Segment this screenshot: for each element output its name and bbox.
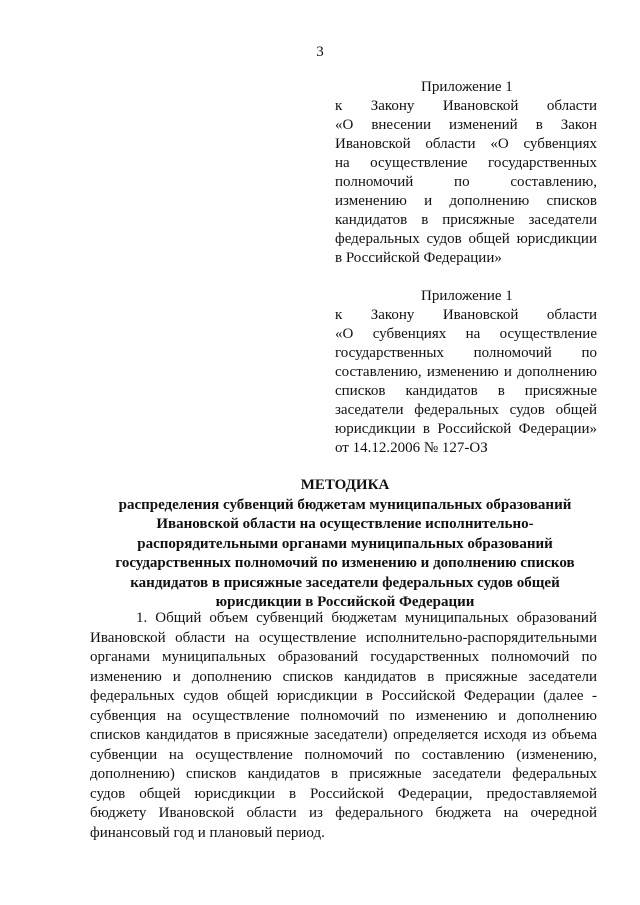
paragraph-line: 1. Общий объем субвенций бюджетам муниципальных образований	[136, 610, 597, 626]
appendix-line: кандидатов в присяжные заседатели	[335, 212, 597, 228]
appendix-line: к Закону Ивановской области	[335, 307, 597, 323]
subtitle-line: распорядительными органами муниципальных образований	[137, 535, 553, 552]
subtitle-line: государственных полномочий по изменению и дополнению списков	[115, 555, 575, 571]
paragraph-1	[90, 609, 597, 843]
appendix-title: Приложение 1	[421, 79, 513, 95]
appendix-line: списков кандидатов в присяжные	[335, 383, 597, 399]
paragraph-line: финансовый год и плановый период.	[90, 824, 325, 841]
appendix-line: составлению, изменению и дополнению	[335, 364, 597, 380]
appendix-line: в Российской Федерации»	[335, 250, 502, 266]
document-title: МЕТОДИКА	[300, 477, 390, 493]
paragraph-line: субвенция на осуществление полномочий по изменению и дополнению	[90, 707, 597, 724]
page-number: 3	[316, 44, 324, 60]
subtitle-line: Ивановской области на осуществление исполнительно-	[156, 516, 534, 532]
paragraph-line: списков кандидатов в присяжные заседатели) определяется исходя из объема	[90, 727, 597, 743]
paragraph-line: органами муниципальных образований государственных полномочий по	[90, 649, 597, 665]
appendix-line: от 14.12.2006 № 127-ОЗ	[335, 440, 488, 456]
appendix-line: «О внесении изменений в Закон	[335, 117, 597, 133]
appendix-line: юрисдикции в Российской Федерации»	[335, 421, 597, 437]
paragraph-line: федеральных судов общей юрисдикции в Российской Федерации (далее -	[90, 688, 597, 704]
appendix-line: федеральных судов общей юрисдикции	[335, 231, 597, 247]
appendix-block-original	[335, 287, 597, 458]
appendix-line: изменению и дополнению списков	[335, 193, 597, 209]
appendix-line: Ивановской области «О субвенциях	[335, 136, 597, 152]
subtitle-line: кандидатов в присяжные заседатели федеральных судов общей	[130, 574, 560, 591]
appendix-line: заседатели федеральных судов общей	[335, 402, 597, 418]
paragraph-line: судов общей юрисдикции в Российской Федерации, предоставляемой	[90, 785, 597, 802]
subtitle-line: распределения субвенций бюджетам муниципальных образований	[118, 496, 572, 513]
paragraph-line: изменению и дополнению списков кандидатов в присяжные заседатели	[90, 668, 597, 685]
paragraph-line: субвенции на осуществление полномочий по составлению (изменению,	[90, 746, 597, 763]
subtitle-line: юрисдикции в Российской Федерации	[215, 594, 475, 610]
appendix-line: «О субвенциях на осуществление	[335, 326, 597, 342]
appendix-line: полномочий по составлению,	[335, 174, 597, 190]
paragraph-line: Ивановской области на осуществление исполнительно-распорядительными	[90, 629, 597, 646]
methodology-heading	[90, 476, 600, 613]
appendix-block-amendment	[335, 78, 597, 268]
appendix-line: государственных полномочий по	[335, 345, 597, 361]
appendix-line: на осуществление государственных	[335, 155, 597, 171]
paragraph-line: бюджету Ивановской области из федерального бюджета на очередной	[90, 805, 597, 821]
appendix-line: к Закону Ивановской области	[335, 98, 597, 114]
paragraph-line: дополнению) списков кандидатов в присяжные заседатели федеральных	[90, 766, 597, 782]
appendix-title: Приложение 1	[421, 288, 513, 304]
